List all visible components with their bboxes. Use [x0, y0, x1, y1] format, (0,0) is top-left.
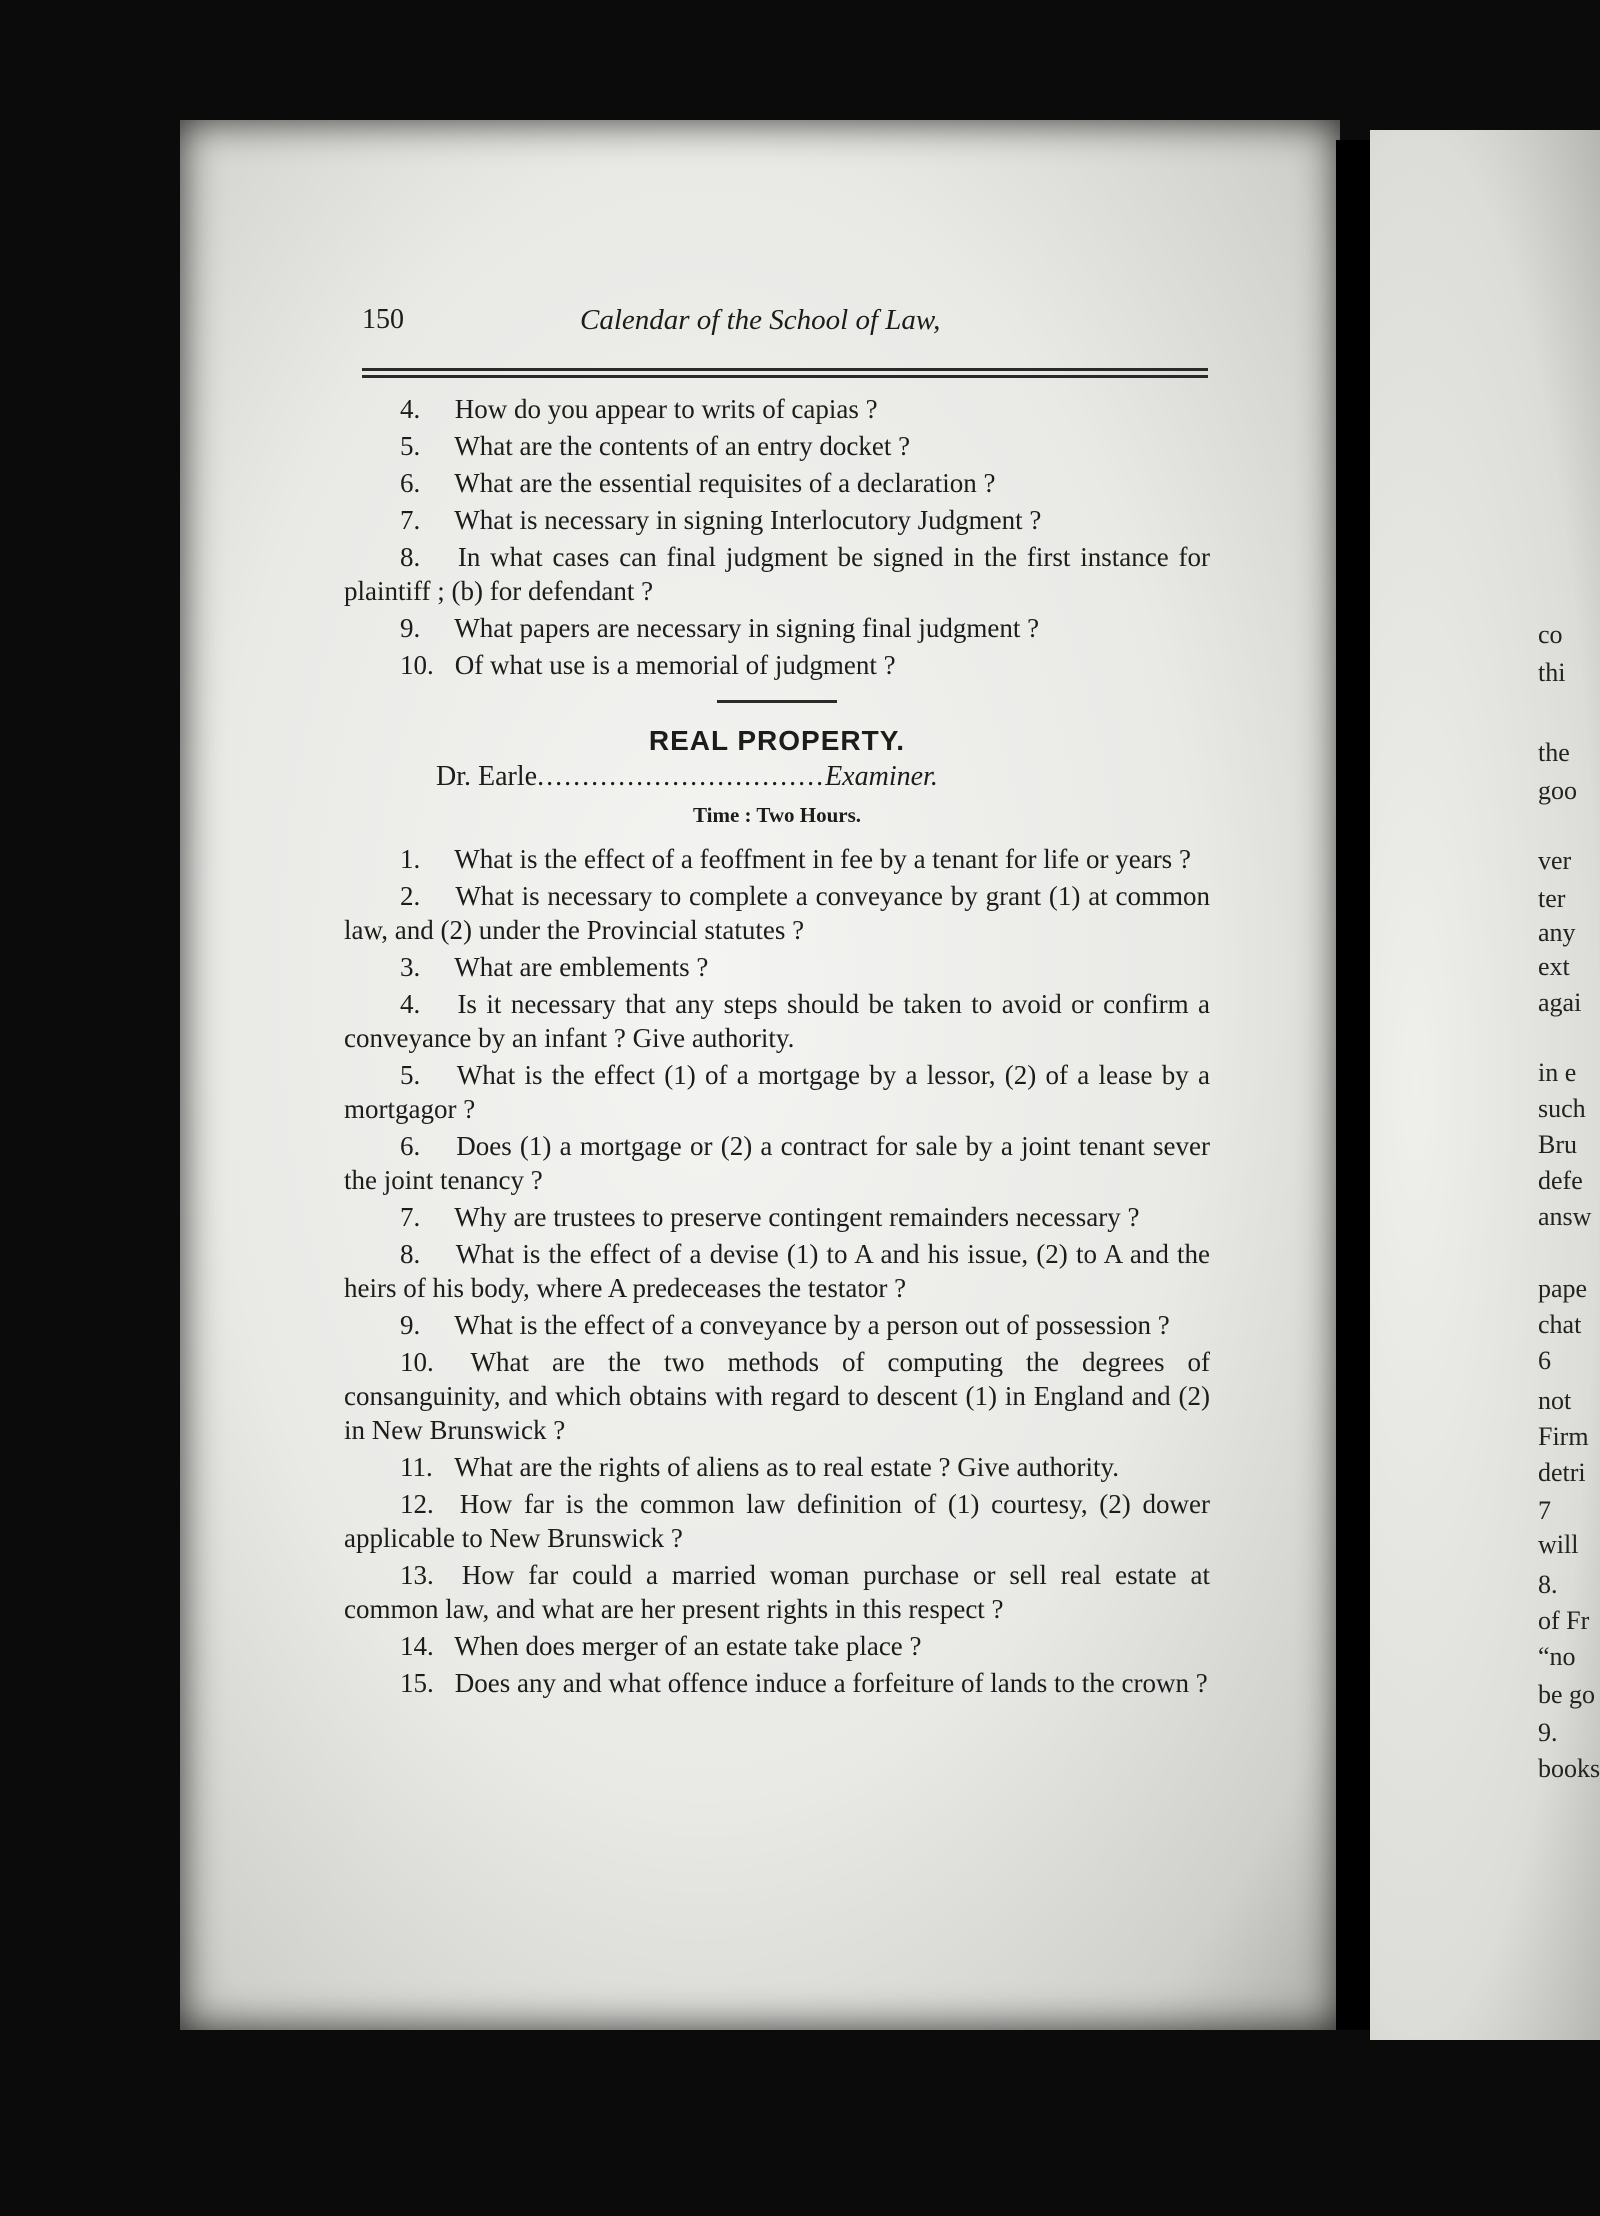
real-property-question-1 — [344, 842, 1210, 876]
question-text: What is the effect of a conveyance by a person out of possession ? — [448, 1310, 1170, 1340]
question-text: Of what use is a memorial of judgment ? — [448, 650, 896, 680]
question-number: 4. — [400, 394, 421, 424]
question-number: 7. — [400, 1202, 421, 1232]
header-rule-bottom — [362, 375, 1208, 378]
question-number: 15. — [400, 1668, 434, 1698]
facing-page-fragment: detri — [1538, 1458, 1586, 1487]
facing-page-fragment: defe — [1538, 1166, 1583, 1195]
real-property-question-11 — [344, 1450, 1210, 1484]
question-text: How far could a married woman purchase or sell real estate at common law, and what are her present rights in this respect ? — [344, 1560, 1210, 1624]
facing-page-fragment: in e — [1538, 1058, 1577, 1087]
real-property-question-9 — [344, 1308, 1210, 1342]
facing-page-fragment: any — [1538, 918, 1576, 947]
question-text: What are the essential requisites of a declaration ? — [448, 468, 996, 498]
facing-page-fragment: not — [1538, 1386, 1572, 1415]
question-number: 7. — [400, 505, 421, 535]
question-text: In what cases can final judgment be signed in the first instance for plaintiff ; (b) for defendant ? — [344, 542, 1210, 606]
question-number: 5. — [400, 1060, 421, 1090]
running-head: Calendar of the School of Law, — [580, 304, 941, 336]
previous-question-7 — [344, 648, 1210, 682]
examiner-line — [436, 761, 1210, 793]
question-number: 13. — [400, 1560, 434, 1590]
facing-page-fragment: “no — [1538, 1642, 1576, 1671]
question-number: 14. — [400, 1631, 434, 1661]
facing-page-fragment: 6 — [1538, 1346, 1551, 1375]
real-property-question-14 — [344, 1629, 1210, 1663]
question-text: What papers are necessary in signing final judgment ? — [448, 613, 1040, 643]
previous-question-3 — [344, 466, 1210, 500]
question-number: 3. — [400, 952, 421, 982]
previous-question-4 — [344, 503, 1210, 537]
question-text: When does merger of an estate take place ? — [448, 1631, 922, 1661]
question-number: 4. — [400, 989, 421, 1019]
question-text: Is it necessary that any steps should be taken to avoid or confirm a conveyance by an infant ? Give authority. — [344, 989, 1210, 1053]
page-content — [344, 392, 1210, 1703]
previous-question-1 — [344, 392, 1210, 426]
real-property-question-6 — [344, 1129, 1210, 1197]
exam-time: Time : Two Hours. — [692, 803, 861, 827]
real-property-question-12 — [344, 1487, 1210, 1555]
real-property-question-4 — [344, 987, 1210, 1055]
real-property-question-7 — [344, 1200, 1210, 1234]
real-property-question-13 — [344, 1558, 1210, 1626]
question-text: What is the effect of a feoffment in fee by a tenant for life or years ? — [448, 844, 1191, 874]
header-rule-top — [362, 368, 1208, 371]
question-text: What are the two methods of computing the degrees of consanguinity, and which obtains with regard to descent (1) in England and (2) in New Brunswick ? — [344, 1347, 1210, 1445]
section-divider — [717, 700, 837, 703]
facing-page-fragment: 7 — [1538, 1496, 1551, 1525]
question-number: 12. — [400, 1489, 434, 1519]
real-property-question-3 — [344, 950, 1210, 984]
question-number: 1. — [400, 844, 421, 874]
real-property-question-10 — [344, 1345, 1210, 1447]
question-number: 2. — [400, 881, 421, 911]
real-property-question-5 — [344, 1058, 1210, 1126]
facing-page-fragment: pape — [1538, 1274, 1588, 1303]
question-text: What is necessary to complete a conveyance by grant (1) at common law, and (2) under the Provincial statutes ? — [344, 881, 1210, 945]
previous-question-2 — [344, 429, 1210, 463]
question-text: What is the effect (1) of a mortgage by a lessor, (2) of a lease by a mortgagor ? — [344, 1060, 1210, 1124]
facing-page-fragment: books — [1538, 1754, 1600, 1783]
question-text: What are the contents of an entry docket ? — [448, 431, 911, 461]
facing-page-fragment: goo — [1538, 776, 1577, 805]
question-number: 8. — [400, 1239, 421, 1269]
question-text: What is necessary in signing Interlocutory Judgment ? — [448, 505, 1042, 535]
previous-question-5 — [344, 540, 1210, 608]
facing-page-fragment: Bru — [1538, 1130, 1577, 1159]
question-text: What are the rights of aliens as to real estate ? Give authority. — [448, 1452, 1120, 1482]
real-property-question-2 — [344, 879, 1210, 947]
facing-page-fragment: thi — [1538, 658, 1566, 687]
question-number: 9. — [400, 613, 421, 643]
examiner-leader-dots: ................................ — [537, 761, 826, 792]
question-number: 11. — [400, 1452, 433, 1482]
facing-page-fragment: 9. — [1538, 1718, 1558, 1747]
facing-page-fragment: answ — [1538, 1202, 1592, 1231]
facing-page-fragment: will — [1538, 1530, 1579, 1559]
facing-page-fragment: of Fr — [1538, 1606, 1590, 1635]
question-text: What are emblements ? — [448, 952, 709, 982]
question-number: 5. — [400, 431, 421, 461]
question-number: 6. — [400, 1131, 421, 1161]
facing-page-fragment: Firm — [1538, 1422, 1589, 1451]
question-number: 6. — [400, 468, 421, 498]
question-text: Does (1) a mortgage or (2) a contract for sale by a joint tenant sever the joint tenancy ? — [344, 1131, 1210, 1195]
question-number: 9. — [400, 1310, 421, 1340]
facing-page-fragment: the — [1538, 738, 1570, 767]
question-text: Why are trustees to preserve contingent remainders necessary ? — [448, 1202, 1140, 1232]
examiner-name: Dr. Earle — [436, 761, 538, 792]
section-title: REAL PROPERTY. — [648, 725, 906, 756]
real-property-question-8 — [344, 1237, 1210, 1305]
page-number: 150 — [362, 304, 404, 335]
examiner-role: Examiner. — [825, 761, 938, 792]
question-number: 10. — [400, 650, 434, 680]
previous-question-6 — [344, 611, 1210, 645]
question-number: 8. — [400, 542, 421, 572]
page-header — [362, 304, 1208, 344]
facing-page-fragment: chat — [1538, 1310, 1582, 1339]
facing-page-fragment: ext — [1538, 952, 1570, 981]
facing-page-fragment: agai — [1538, 988, 1582, 1017]
question-text: How far is the common law definition of (1) courtesy, (2) dower applicable to New Brunswick ? — [344, 1489, 1210, 1553]
question-text: Does any and what offence induce a forfeiture of lands to the crown ? — [448, 1668, 1208, 1698]
question-list — [344, 842, 1210, 1700]
real-property-question-15 — [344, 1666, 1210, 1700]
question-text: How do you appear to writs of capias ? — [448, 394, 878, 424]
facing-page-fragment: ter — [1538, 884, 1566, 913]
question-number: 10. — [400, 1347, 434, 1377]
previous-question-list — [344, 392, 1210, 682]
facing-page-fragment: such — [1538, 1094, 1586, 1123]
book-gutter — [1336, 140, 1370, 2030]
question-text: What is the effect of a devise (1) to A and his issue, (2) to A and the heirs of his body, where A predeceases the testator ? — [344, 1239, 1210, 1303]
facing-page-fragment: ver — [1538, 846, 1572, 875]
facing-page-fragment: be go — [1538, 1680, 1596, 1709]
facing-page-fragment: 8. — [1538, 1570, 1558, 1599]
facing-page-fragment: co — [1538, 620, 1563, 649]
